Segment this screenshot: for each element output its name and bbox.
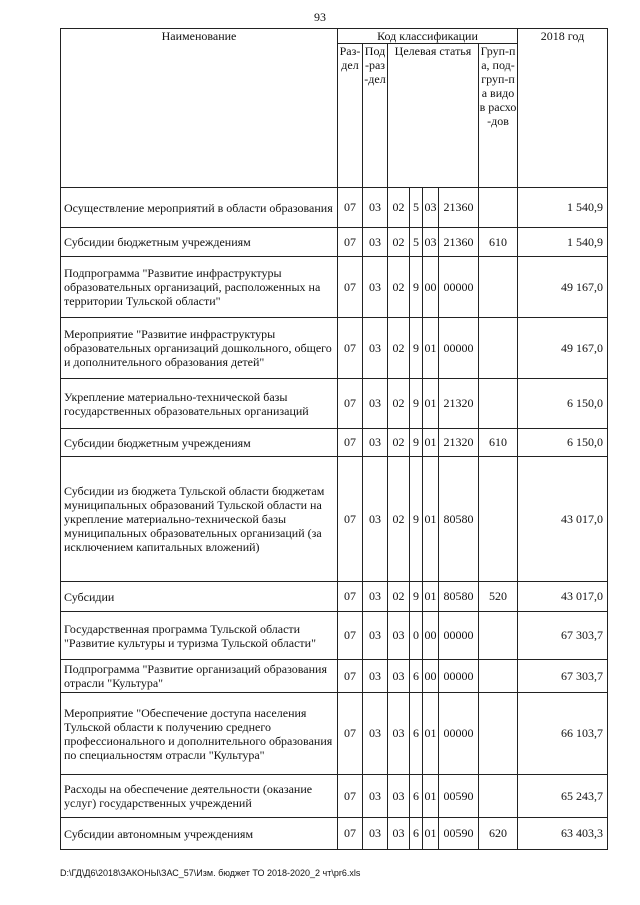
row-group (479, 318, 518, 379)
row-razdel: 07 (338, 660, 363, 693)
row-target-direction: 21360 (439, 188, 479, 228)
row-razdel: 07 (338, 379, 363, 429)
table-row (61, 660, 608, 693)
row-target-program: 02 (388, 318, 410, 379)
row-target-subprogram: 0 (410, 612, 423, 660)
row-name: Субсидии автономным учреждениям (61, 818, 338, 850)
row-group (479, 457, 518, 582)
row-name: Субсидии бюджетным учреждениям (61, 429, 338, 457)
row-target-subprogram: 6 (410, 775, 423, 818)
row-group (479, 612, 518, 660)
row-name: Государственная программа Тульской области "Развитие культуры и туризма Тульской области" (61, 612, 338, 660)
table-row (61, 818, 608, 850)
row-target-program: 02 (388, 228, 410, 257)
row-group (479, 257, 518, 318)
row-podrazdel: 03 (363, 582, 388, 612)
row-target-direction: 21360 (439, 228, 479, 257)
row-target-program: 03 (388, 612, 410, 660)
row-name: Осуществление мероприятий в области образования (61, 188, 338, 228)
header-year: 2018 год (518, 29, 608, 188)
row-amount: 6 150,0 (518, 379, 608, 429)
row-target-program: 02 (388, 379, 410, 429)
row-group: 620 (479, 818, 518, 850)
row-target-event: 03 (423, 228, 439, 257)
row-podrazdel: 03 (363, 775, 388, 818)
table-row (61, 582, 608, 612)
row-podrazdel: 03 (363, 257, 388, 318)
row-amount: 67 303,7 (518, 660, 608, 693)
row-target-event: 03 (423, 188, 439, 228)
row-target-event: 01 (423, 318, 439, 379)
header-razdel: Раз-дел (338, 44, 363, 188)
row-amount: 1 540,9 (518, 228, 608, 257)
row-target-direction: 00000 (439, 612, 479, 660)
row-amount: 43 017,0 (518, 582, 608, 612)
row-target-subprogram: 9 (410, 257, 423, 318)
row-amount: 1 540,9 (518, 188, 608, 228)
table-row (61, 228, 608, 257)
row-name: Субсидии (61, 582, 338, 612)
row-razdel: 07 (338, 457, 363, 582)
row-podrazdel: 03 (363, 457, 388, 582)
row-target-event: 01 (423, 693, 439, 775)
budget-table (60, 28, 608, 850)
row-target-subprogram: 9 (410, 582, 423, 612)
page-number: 93 (314, 10, 326, 24)
row-group (479, 379, 518, 429)
row-amount: 67 303,7 (518, 612, 608, 660)
row-target-event: 01 (423, 429, 439, 457)
table-row (61, 429, 608, 457)
row-target-subprogram: 6 (410, 693, 423, 775)
row-amount: 65 243,7 (518, 775, 608, 818)
header-code: Код классификации (338, 29, 518, 44)
row-name: Мероприятие "Развитие инфраструктуры образовательных организаций дошкольного, общего и дополнительного образования детей" (61, 318, 338, 379)
row-target-program: 03 (388, 660, 410, 693)
header-target: Целевая статья (388, 44, 479, 188)
row-name: Мероприятие "Обеспечение доступа населения Тульской области к получению среднего профессионального и дополнительного образования по специальностям отрасли "Культура" (61, 693, 338, 775)
row-name: Подпрограмма "Развитие инфраструктуры образовательных организаций, расположенных на территории Тульской области" (61, 257, 338, 318)
row-group: 610 (479, 429, 518, 457)
row-amount: 49 167,0 (518, 257, 608, 318)
row-target-direction: 00000 (439, 693, 479, 775)
row-target-program: 02 (388, 188, 410, 228)
row-target-subprogram: 6 (410, 660, 423, 693)
row-target-program: 02 (388, 257, 410, 318)
row-name: Укрепление материально-технической базы государственных образовательных организаций (61, 379, 338, 429)
row-target-direction: 00000 (439, 318, 479, 379)
row-name: Подпрограмма "Развитие организаций образования отрасли "Культура" (61, 660, 338, 693)
header-name: Наименование (61, 29, 338, 188)
row-group (479, 660, 518, 693)
table-row (61, 457, 608, 582)
row-target-subprogram: 9 (410, 429, 423, 457)
row-target-subprogram: 5 (410, 228, 423, 257)
row-target-direction: 21320 (439, 429, 479, 457)
table-row (61, 775, 608, 818)
table-row (61, 318, 608, 379)
row-podrazdel: 03 (363, 429, 388, 457)
row-podrazdel: 03 (363, 318, 388, 379)
table-row (61, 612, 608, 660)
row-target-program: 02 (388, 429, 410, 457)
row-target-subprogram: 9 (410, 318, 423, 379)
row-amount: 49 167,0 (518, 318, 608, 379)
row-group: 610 (479, 228, 518, 257)
row-target-direction: 80580 (439, 582, 479, 612)
row-target-event: 01 (423, 457, 439, 582)
row-target-direction: 21320 (439, 379, 479, 429)
row-podrazdel: 03 (363, 612, 388, 660)
row-group: 520 (479, 582, 518, 612)
row-target-event: 01 (423, 818, 439, 850)
row-group (479, 775, 518, 818)
row-name: Субсидии бюджетным учреждениям (61, 228, 338, 257)
row-razdel: 07 (338, 775, 363, 818)
row-razdel: 07 (338, 228, 363, 257)
row-amount: 66 103,7 (518, 693, 608, 775)
row-target-program: 02 (388, 582, 410, 612)
row-podrazdel: 03 (363, 693, 388, 775)
row-razdel: 07 (338, 188, 363, 228)
header-group: Груп-па, под-груп-па видов расхо-дов (479, 44, 518, 188)
row-target-program: 03 (388, 818, 410, 850)
row-razdel: 07 (338, 429, 363, 457)
table-row (61, 379, 608, 429)
row-podrazdel: 03 (363, 228, 388, 257)
row-target-subprogram: 6 (410, 818, 423, 850)
header-podrazdel: Под-раз-дел (363, 44, 388, 188)
row-target-direction: 00590 (439, 775, 479, 818)
row-target-event: 00 (423, 257, 439, 318)
row-target-program: 03 (388, 693, 410, 775)
row-target-subprogram: 9 (410, 379, 423, 429)
row-target-event: 01 (423, 379, 439, 429)
row-amount: 63 403,3 (518, 818, 608, 850)
row-razdel: 07 (338, 318, 363, 379)
row-target-event: 01 (423, 775, 439, 818)
row-target-event: 01 (423, 582, 439, 612)
row-target-direction: 00000 (439, 660, 479, 693)
row-razdel: 07 (338, 612, 363, 660)
row-name: Субсидии из бюджета Тульской области бюджетам муниципальных образований Тульской области на укрепление материально-технической базы муниципальных образовательных организаций (за исключением капитальных вложений) (61, 457, 338, 582)
row-target-direction: 00000 (439, 257, 479, 318)
row-razdel: 07 (338, 257, 363, 318)
table-row (61, 257, 608, 318)
row-target-direction: 00590 (439, 818, 479, 850)
table-row (61, 188, 608, 228)
row-razdel: 07 (338, 818, 363, 850)
row-target-subprogram: 5 (410, 188, 423, 228)
row-group (479, 188, 518, 228)
row-target-event: 00 (423, 612, 439, 660)
table-row (61, 693, 608, 775)
row-target-direction: 80580 (439, 457, 479, 582)
row-target-program: 03 (388, 775, 410, 818)
row-podrazdel: 03 (363, 379, 388, 429)
row-name: Расходы на обеспечение деятельности (оказание услуг) государственных учреждений (61, 775, 338, 818)
row-podrazdel: 03 (363, 660, 388, 693)
row-amount: 6 150,0 (518, 429, 608, 457)
row-target-event: 00 (423, 660, 439, 693)
row-target-subprogram: 9 (410, 457, 423, 582)
row-razdel: 07 (338, 582, 363, 612)
row-group (479, 693, 518, 775)
file-path-footer: D:\ГД\Д6\2018\ЗАКОНЫ\ЗАС_57\Изм. бюджет ТО 2018-2020_2 чт\pr6.xls (60, 868, 361, 878)
row-target-program: 02 (388, 457, 410, 582)
row-amount: 43 017,0 (518, 457, 608, 582)
row-podrazdel: 03 (363, 188, 388, 228)
row-razdel: 07 (338, 693, 363, 775)
row-podrazdel: 03 (363, 818, 388, 850)
